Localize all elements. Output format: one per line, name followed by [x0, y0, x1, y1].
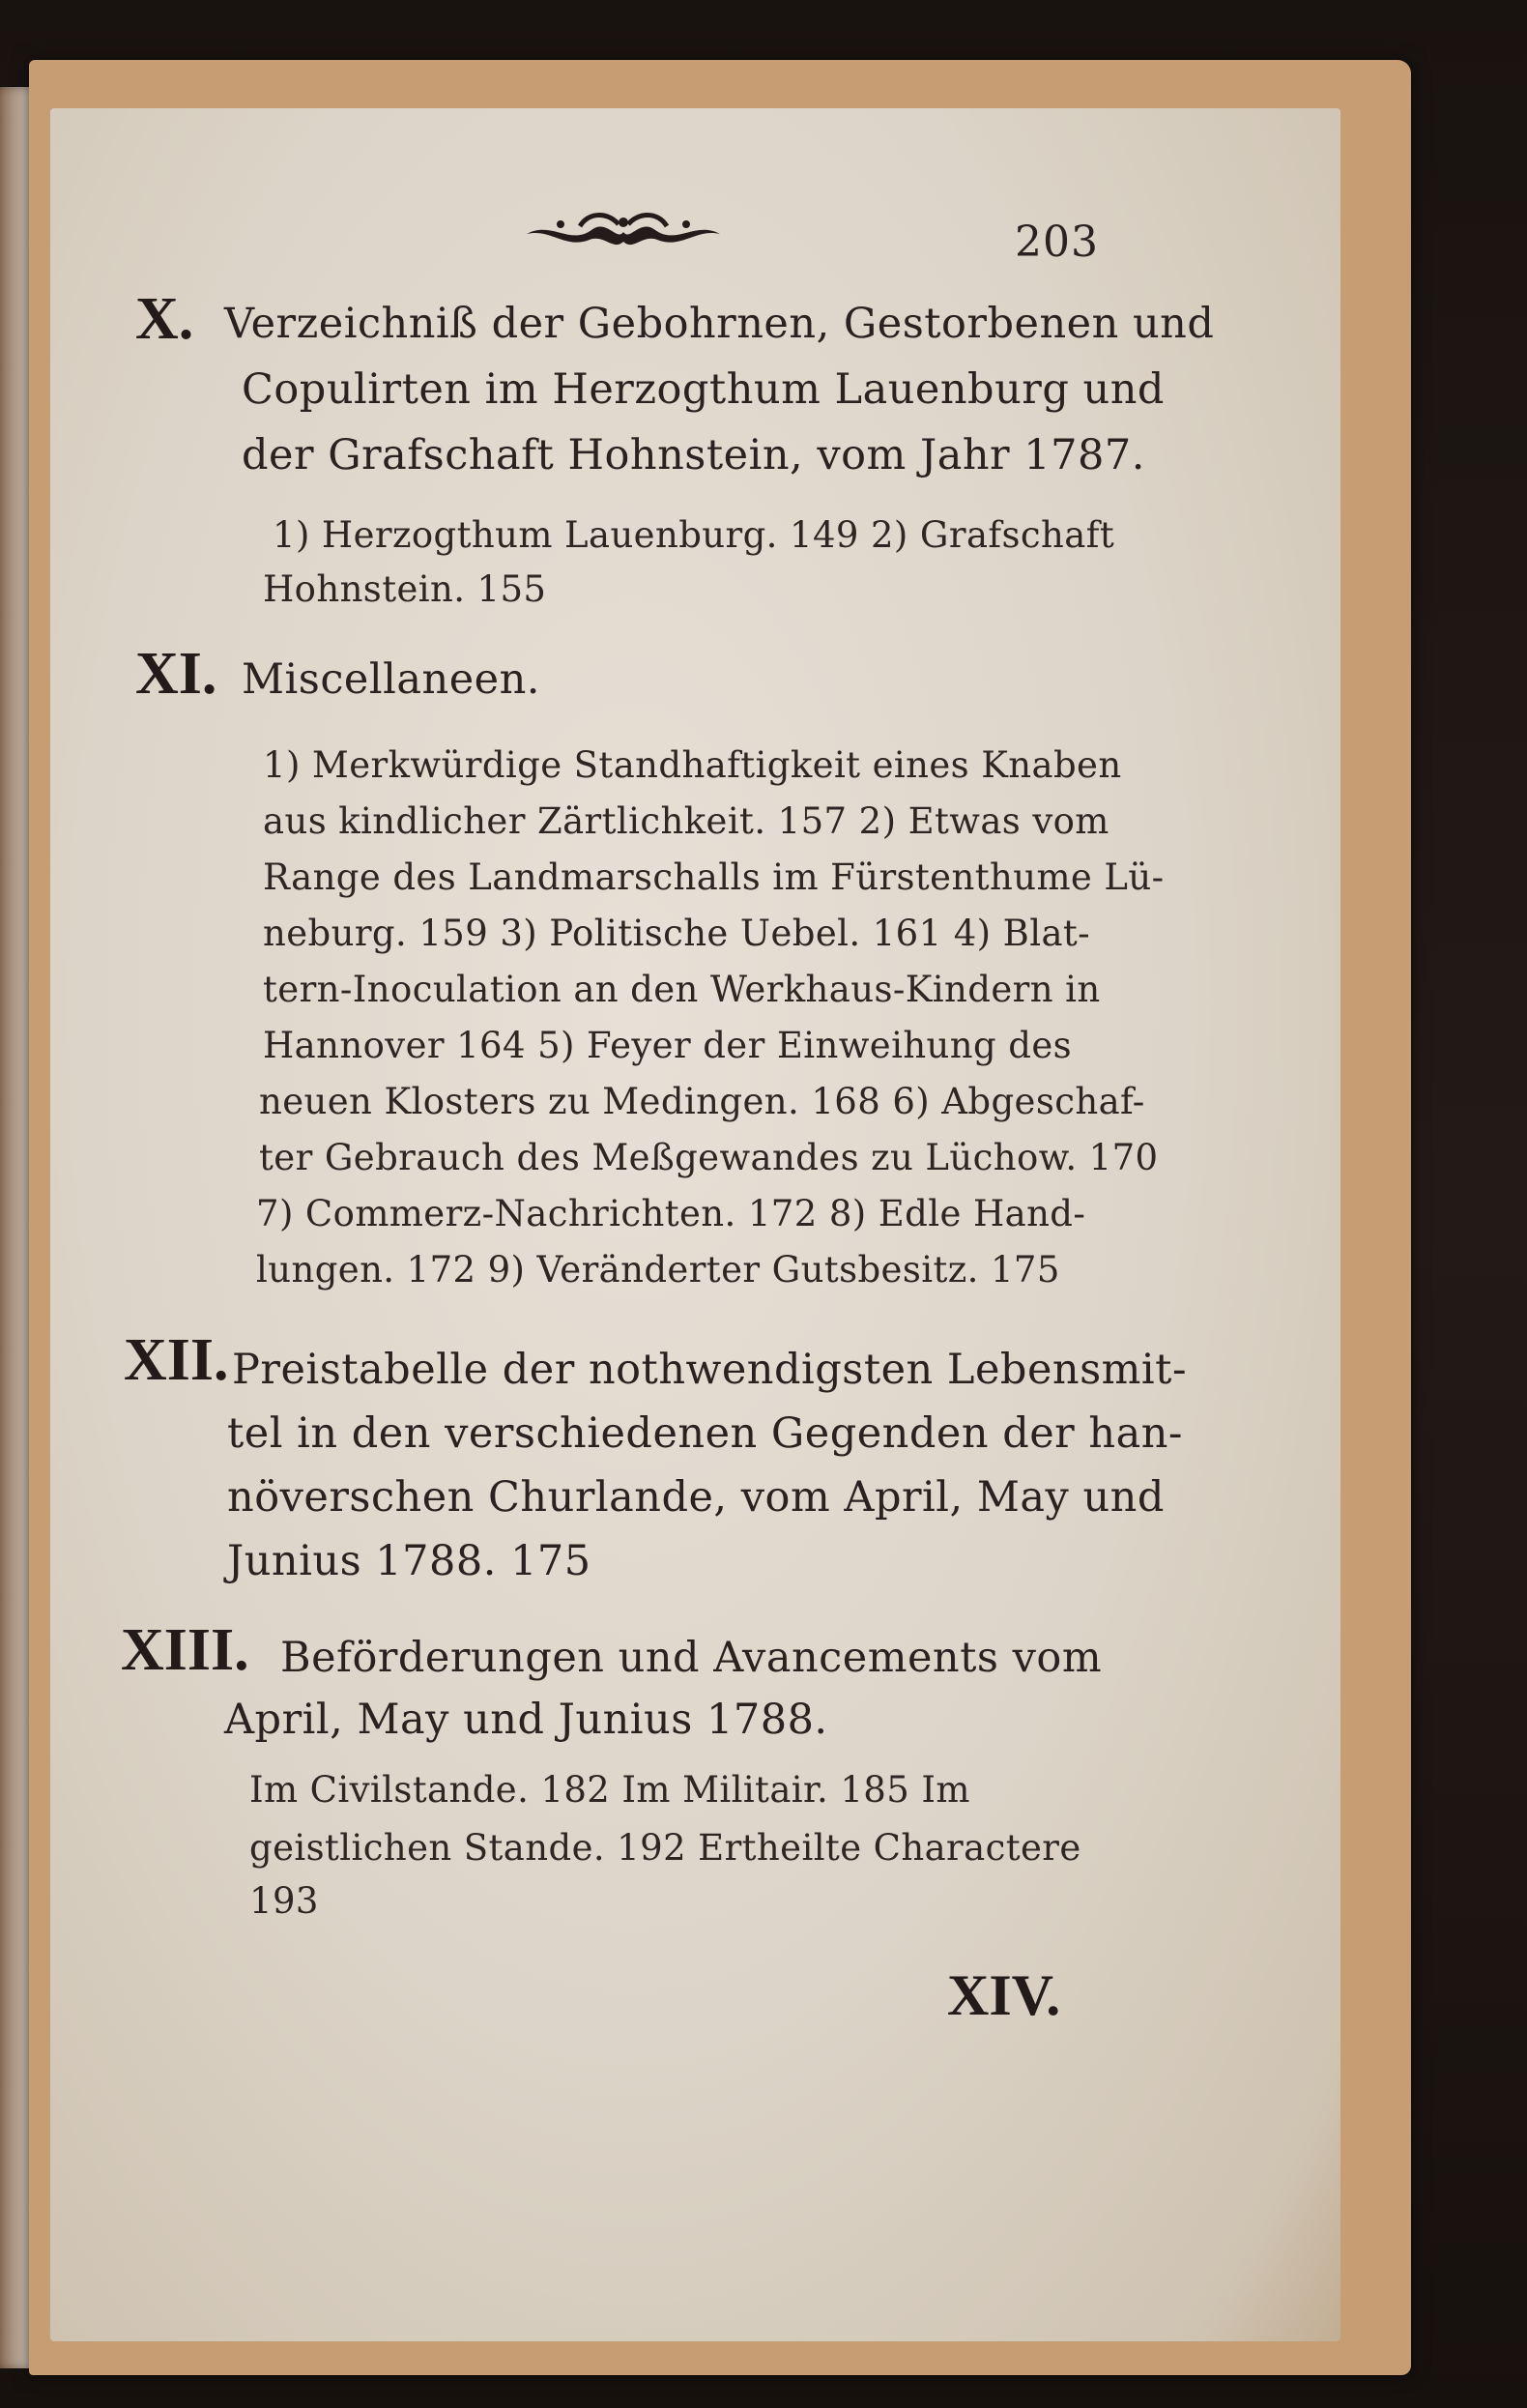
contents-line: geistlichen Stande. 192 Ertheilte Charactere: [249, 1827, 1081, 1869]
contents-line: Im Civilstande. 182 Im Militair. 185 Im: [249, 1769, 970, 1811]
contents-line: 193: [249, 1880, 319, 1922]
section-numeral: X.: [135, 286, 194, 352]
catchword: XIV.: [947, 1963, 1061, 2027]
contents-line: 7) Commerz-Nachrichten. 172 8) Edle Hand-: [256, 1193, 1086, 1234]
contents-line: neburg. 159 3) Politische Uebel. 161 4) Blat-: [263, 913, 1091, 954]
section-heading-line: növerschen Churlande, vom April, May und: [227, 1473, 1165, 1522]
contents-line: aus kindlicher Zärtlichkeit. 157 2) Etwas vom: [263, 800, 1109, 842]
section-heading-line: Preistabelle der nothwendigsten Lebensmit-: [232, 1346, 1187, 1394]
section-numeral: XI.: [135, 641, 217, 707]
section-heading-line: Junius 1788. 175: [227, 1537, 591, 1585]
contents-line: Hannover 164 5) Feyer der Einweihung des: [263, 1025, 1073, 1066]
contents-line: Range des Landmarschalls im Fürstenthume Lü-: [263, 856, 1165, 898]
contents-line: neuen Klosters zu Medingen. 168 6) Abgeschaf-: [259, 1081, 1145, 1122]
contents-line: lungen. 172 9) Veränderter Gutsbesitz. 175: [256, 1249, 1060, 1291]
section-heading-line: der Grafschaft Hohnstein, vom Jahr 1787.: [242, 431, 1145, 479]
section-heading-line: Copulirten im Herzogthum Lauenburg und: [242, 365, 1165, 414]
page-number: 203: [1015, 218, 1099, 267]
section-numeral: XII.: [124, 1327, 229, 1393]
section-heading-line: tel in den verschiedenen Gegenden der han-: [227, 1409, 1183, 1458]
vignette-ornament-icon: [522, 203, 725, 261]
section-numeral: XIII.: [121, 1617, 249, 1683]
contents-line: 1) Merkwürdige Standhaftigkeit eines Knaben: [263, 744, 1122, 786]
section-heading-line: Verzeichniß der Gebohrnen, Gestorbenen und: [224, 300, 1215, 348]
section-heading-line: April, May und Junius 1788.: [224, 1696, 828, 1744]
contents-line: tern-Inoculation an den Werkhaus-Kindern in: [263, 969, 1101, 1010]
section-heading-line: Beförderungen und Avancements vom: [280, 1634, 1103, 1682]
contents-line: Hohnstein. 155: [263, 568, 547, 610]
contents-line: ter Gebrauch des Meßgewandes zu Lüchow. 170: [259, 1137, 1159, 1178]
contents-line: 1) Herzogthum Lauenburg. 149 2) Grafschaft: [273, 514, 1115, 556]
section-heading-line: Miscellaneen.: [242, 655, 540, 704]
